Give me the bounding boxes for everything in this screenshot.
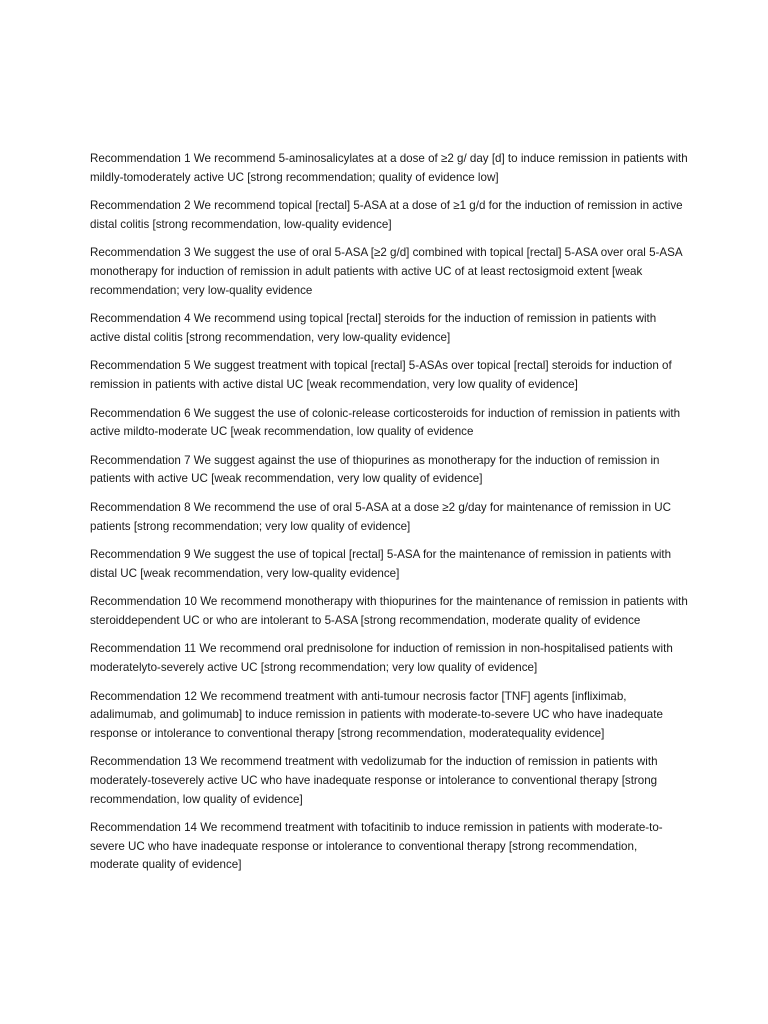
recommendations-list — [90, 150, 688, 885]
recommendation-8: Recommendation 8 We recommend the use of oral 5-ASA at a dose ≥2 g/day for maintenance of remission in UC patients [strong recommendation; very low quality of evidence] — [90, 500, 671, 533]
recommendation-3: Recommendation 3 We suggest the use of oral 5-ASA [≥2 g/d] combined with topical [rectal] 5-ASA over oral 5-ASA monotherapy for induction of remission in adult patients with active UC of at least rectosigmoid extent [weak recommendation; very low-quality evidence — [90, 246, 682, 297]
recommendation-12: Recommendation 12 We recommend treatment with anti-tumour necrosis factor [TNF] agents [infliximab, adalimumab, and golimumab] to induce remission in patients with moderate-to-severe UC who have inadequate response or intolerance to conventional therapy [strong recommendation, moderatequality evidence] — [90, 689, 663, 740]
recommendation-1: Recommendation 1 We recommend 5-aminosalicylates at a dose of ≥2 g/ day [d] to induce remission in patients with mildly-tomoderately active UC [strong recommendation; quality of evidence low] — [90, 152, 688, 184]
recommendation-14: Recommendation 14 We recommend treatment with tofacitinib to induce remission in patients with moderate-to-severe UC who have inadequate response or intolerance to conventional therapy [strong recommendation, moderate quality of evidence] — [90, 821, 663, 872]
recommendation-2: Recommendation 2 We recommend topical [rectal] 5-ASA at a dose of ≥1 g/d for the induction of remission in active distal colitis [strong recommendation, low-quality evidence] — [90, 199, 683, 231]
recommendation-4: Recommendation 4 We recommend using topical [rectal] steroids for the induction of remission in patients with active distal colitis [strong recommendation, very low-quality evidence] — [90, 312, 657, 344]
recommendation-5: Recommendation 5 We suggest treatment with topical [rectal] 5-ASAs over topical [rectal] steroids for induction of remission in patients with active distal UC [weak recommendation, very low quality of evidence] — [90, 359, 672, 391]
recommendation-7: Recommendation 7 We suggest against the use of thiopurines as monotherapy for the induction of remission in patients with active UC [weak recommendation, very low quality of evidence] — [90, 453, 660, 486]
recommendation-9: Recommendation 9 We suggest the use of topical [rectal] 5-ASA for the maintenance of remission in patients with distal UC [weak recommendation, very low-quality evidence] — [90, 548, 672, 580]
recommendation-13: Recommendation 13 We recommend treatment with vedolizumab for the induction of remission in patients with moderately-toseverely active UC who have inadequate response or intolerance to conventional therapy [strong recommendation, low quality of evidence] — [90, 755, 658, 806]
recommendation-10: Recommendation 10 We recommend monotherapy with thiopurines for the maintenance of remission in patients with steroiddependent UC or who are intolerant to 5-ASA [strong recommendation, moderate quality of evidence — [90, 595, 688, 627]
recommendation-11: Recommendation 11 We recommend oral prednisolone for induction of remission in non-hospitalised patients with moderatelyto-severely active UC [strong recommendation; very low quality of evidence] — [90, 642, 673, 675]
recommendation-6: Recommendation 6 We suggest the use of colonic-release corticosteroids for induction of remission in patients with active mildto-moderate UC [weak recommendation, low quality of evidence — [90, 406, 681, 439]
